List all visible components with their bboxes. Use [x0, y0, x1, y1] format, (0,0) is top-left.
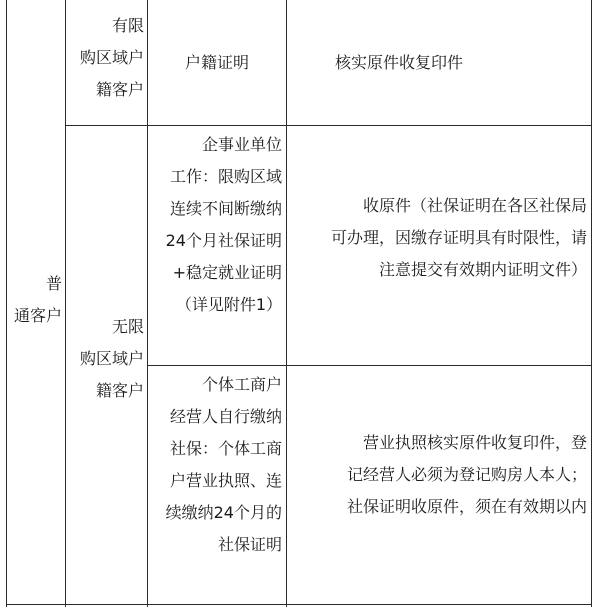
requirement-line: 社保：个体工商 — [169, 439, 282, 458]
requirement-line: 连续不间断缴纳 — [169, 199, 282, 218]
group-line: 有限 — [111, 16, 144, 35]
group-line: 无限 — [111, 317, 144, 336]
table-border-left — [6, 0, 7, 607]
category-line: 通客户 — [13, 306, 62, 325]
handling-line: 可办理，因缴存证明具有时限性，请 — [330, 228, 587, 247]
handling-line: 注意提交有效期内证明文件） — [378, 260, 587, 279]
group-line: 籍客户 — [95, 80, 144, 99]
requirement-line: 个体工商户 — [201, 375, 282, 394]
requirement-line: 工作：限购区域 — [169, 167, 282, 186]
requirement-cell — [148, 47, 286, 79]
category-line: 普 — [45, 274, 62, 293]
handling-line: 记经营人必须为登记购房人本人； — [346, 465, 587, 484]
group-cell — [66, 311, 144, 407]
category-cell — [8, 268, 62, 332]
handling-cell — [287, 427, 587, 523]
requirement-cell — [148, 369, 282, 561]
handling-line: 营业执照核实原件收复印件，登 — [362, 433, 587, 452]
table-border-bottom — [6, 604, 592, 605]
group-line: 籍客户 — [95, 381, 144, 400]
requirement-line: （详见附件1） — [175, 295, 282, 314]
table-divider-row1 — [65, 125, 592, 126]
requirement-line: 社保证明 — [217, 535, 282, 554]
group-line: 购区域户 — [79, 48, 144, 67]
handling-cell — [287, 47, 511, 79]
table-divider-row2 — [147, 365, 592, 366]
requirement-line: 户籍证明 — [184, 53, 249, 72]
requirement-line: 24个月社保证明 — [165, 231, 282, 250]
requirement-line: 续缴纳24个月的 — [165, 503, 282, 522]
group-line: 购区域户 — [79, 349, 144, 368]
handling-line: 社保证明收原件，须在有效期以内 — [346, 497, 587, 516]
requirement-line: 经营人自行缴纳 — [169, 407, 282, 426]
requirement-line: 户营业执照、连 — [169, 471, 282, 490]
handling-line: 收原件（社保证明在各区社保局 — [362, 196, 587, 215]
handling-line: 核实原件收复印件 — [334, 53, 463, 72]
requirement-line: 企事业单位 — [201, 135, 282, 154]
handling-cell — [287, 190, 587, 286]
table-border-right — [591, 0, 592, 607]
requirement-line: +稳定就业证明 — [172, 263, 282, 282]
group-cell — [66, 10, 144, 106]
requirement-cell — [148, 129, 282, 321]
